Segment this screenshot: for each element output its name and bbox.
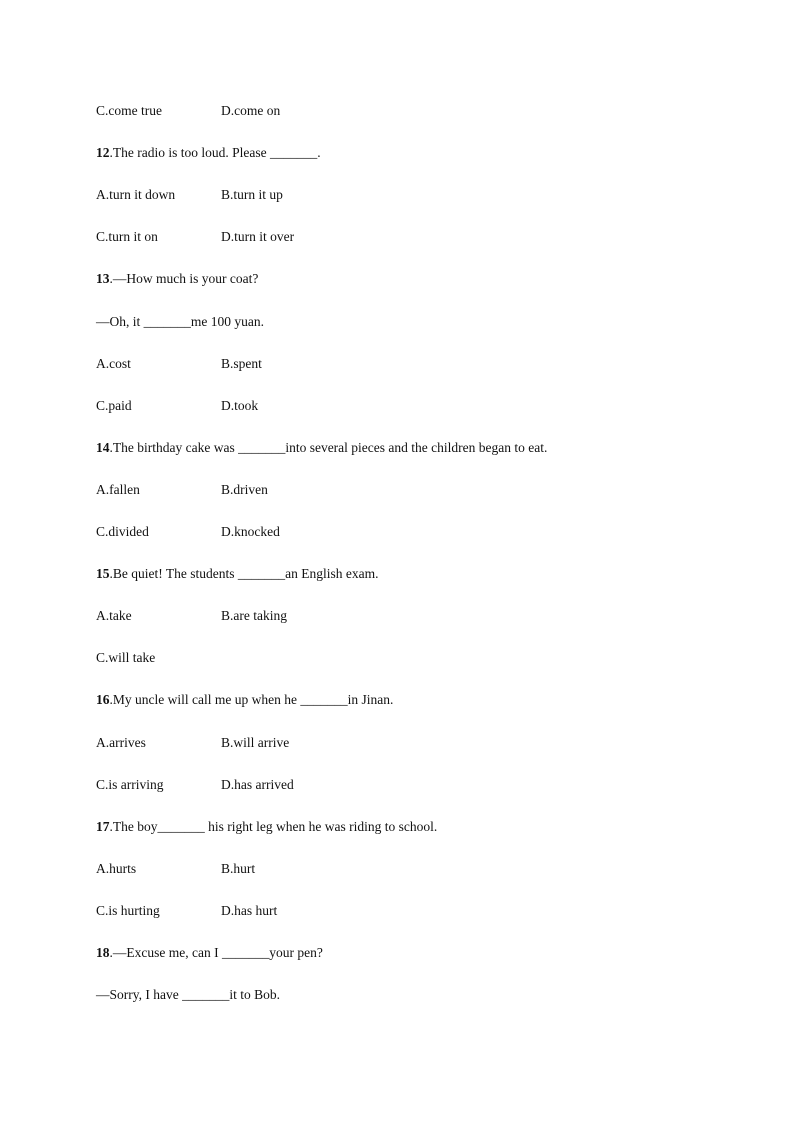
question-text: .Be quiet! The students _______an English exam.	[109, 566, 379, 581]
options-row	[96, 734, 289, 752]
option-left: C.will take	[96, 650, 156, 665]
question-line	[96, 144, 321, 162]
options-row	[96, 102, 280, 120]
question-text: .My uncle will call me up when he _______in Jinan.	[109, 692, 394, 707]
question-number: 16	[96, 692, 110, 707]
question-number: 13	[96, 271, 110, 286]
option-right: B.are taking	[221, 608, 287, 623]
options-row	[96, 776, 294, 794]
option-right: B.spent	[221, 356, 262, 371]
dialogue-line: —Oh, it _______me 100 yuan.	[96, 314, 264, 329]
question-number: 14	[96, 440, 110, 455]
question-line	[96, 270, 258, 288]
option-right: B.hurt	[221, 861, 256, 876]
dialogue-line: —Sorry, I have _______it to Bob.	[96, 987, 280, 1002]
option-right: B.will arrive	[221, 735, 290, 750]
options-row	[96, 523, 280, 541]
options-row	[96, 355, 262, 373]
option-left: A.arrives	[96, 735, 146, 750]
question-number: 12	[96, 145, 110, 160]
question-text: .The birthday cake was _______into several pieces and the children began to eat.	[109, 440, 548, 455]
option-left: A.take	[96, 608, 132, 623]
question-line	[96, 818, 437, 836]
option-left: A.turn it down	[96, 187, 176, 202]
option-left: C.turn it on	[96, 229, 158, 244]
option-left: C.divided	[96, 524, 149, 539]
option-right: D.took	[221, 398, 259, 413]
question-number: 17	[96, 819, 110, 834]
option-left: C.is arriving	[96, 777, 164, 792]
question-line	[96, 565, 378, 583]
option-right: D.come on	[221, 103, 281, 118]
question-text: .—Excuse me, can I _______your pen?	[109, 945, 323, 960]
option-left: A.fallen	[96, 482, 140, 497]
option-left: A.cost	[96, 356, 131, 371]
options-row	[96, 902, 277, 920]
option-right: D.has arrived	[221, 777, 294, 792]
option-right: D.knocked	[221, 524, 280, 539]
question-line	[96, 944, 323, 962]
options-row	[96, 860, 255, 878]
option-left: C.come true	[96, 103, 162, 118]
option-right: B.driven	[221, 482, 268, 497]
question-number: 15	[96, 566, 110, 581]
question-line	[96, 691, 393, 709]
options-row	[96, 649, 221, 667]
options-row	[96, 186, 283, 204]
question-number: 18	[96, 945, 110, 960]
options-row	[96, 228, 294, 246]
question-text: .The boy_______ his right leg when he was riding to school.	[109, 819, 438, 834]
option-left: C.is hurting	[96, 903, 160, 918]
question-line	[96, 439, 547, 457]
question-text: .—How much is your coat?	[109, 271, 259, 286]
options-row	[96, 481, 268, 499]
option-left: A.hurts	[96, 861, 137, 876]
question-text: .The radio is too loud. Please _______.	[109, 145, 321, 160]
options-row	[96, 607, 287, 625]
options-row	[96, 397, 258, 415]
option-right: D.has hurt	[221, 903, 278, 918]
option-left: C.paid	[96, 398, 132, 413]
option-right: B.turn it up	[221, 187, 283, 202]
option-right: D.turn it over	[221, 229, 295, 244]
